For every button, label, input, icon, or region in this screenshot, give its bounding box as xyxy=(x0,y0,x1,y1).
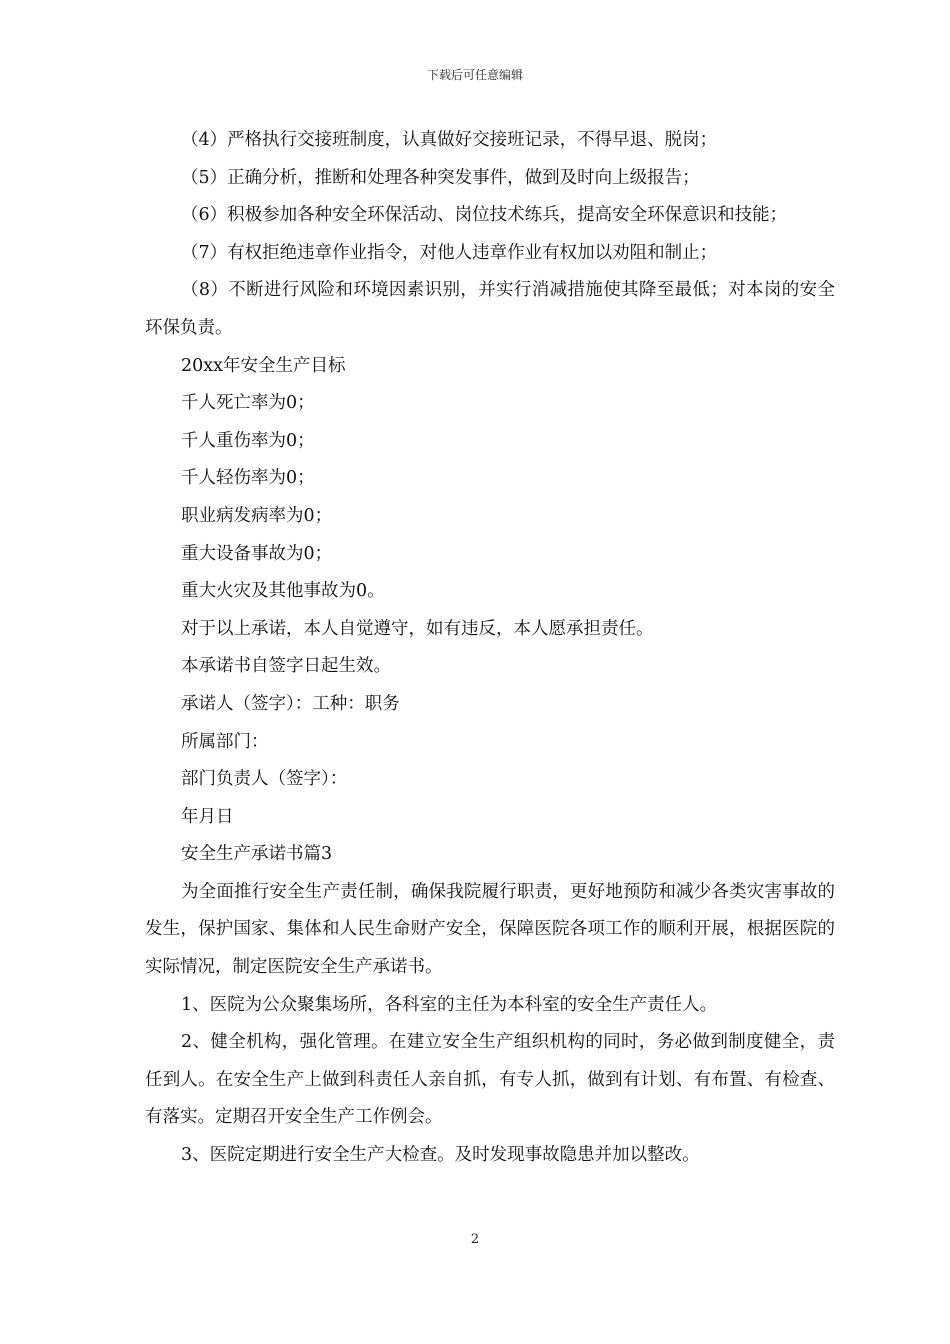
goal-item: 重大设备事故为0； xyxy=(181,543,333,564)
paragraph: 为全面推行安全生产责任制，确保我院履行职责，更好地预防和减少各类灾害事故的发生，保护国家、集体和人民生命财产安全，保障医院各项工作的顺利开展，根据医院的实际情况，制定医院安全生产承诺书。 xyxy=(145,881,835,978)
department-head-signature-line: 部门负责人（签字）： xyxy=(181,769,348,790)
paragraph: （5）正确分析，推断和处理各种突发事件，做到及时向上级报告； xyxy=(181,167,700,188)
safety-goal-title: 20xx年安全生产目标 xyxy=(181,355,346,376)
goal-item: 重大火灾及其他事故为0。 xyxy=(181,581,385,602)
page-number: 2 xyxy=(470,1232,480,1247)
commitment-statement: 对于以上承诺，本人自觉遵守，如有违反，本人愿承担责任。 xyxy=(181,618,654,639)
paragraph: （4）严格执行交接班制度，认真做好交接班记录，不得早退、脱岗； xyxy=(181,130,718,150)
paragraph: 1、医院为公众聚集场所，各科室的主任为本科室的安全生产责任人。 xyxy=(181,994,718,1015)
page-header: 下载后可任意编辑 xyxy=(426,68,523,82)
document-body xyxy=(145,122,835,1175)
date-line: 年月日 xyxy=(181,806,234,827)
goal-item: 千人重伤率为0； xyxy=(181,430,315,451)
goal-item: 职业病发病率为0； xyxy=(181,505,333,526)
paragraph: （6）积极参加各种安全环保活动、岗位技术练兵，提高安全环保意识和技能； xyxy=(181,205,788,226)
paragraph: （7）有权拒绝违章作业指令，对他人违章作业有权加以劝阻和制止； xyxy=(181,242,718,263)
signature-line: 承诺人（签字）：工种：职务 xyxy=(181,693,400,714)
paragraph: （8）不断进行风险和环境因素识别，并实行消减措施使其降至最低；对本岗的安全环保负责。 xyxy=(145,280,835,338)
section-title: 安全生产承诺书篇3 xyxy=(181,844,333,865)
effective-date-statement: 本承诺书自签字日起生效。 xyxy=(181,656,391,677)
goal-item: 千人死亡率为0； xyxy=(181,393,315,414)
department-line: 所属部门： xyxy=(181,731,269,752)
paragraph: 3、医院定期进行安全生产大检查。及时发现事故隐患并加以整改。 xyxy=(181,1145,700,1166)
paragraph: 2、健全机构，强化管理。在建立安全生产组织机构的同时，务必做到制度健全，责任到人。在安全生产上做到科责任人亲自抓，有专人抓，做到有计划、有布置、有检查、有落实。定期召开安全生产工作例会。 xyxy=(145,1032,835,1128)
goal-item: 千人轻伤率为0； xyxy=(181,468,315,489)
